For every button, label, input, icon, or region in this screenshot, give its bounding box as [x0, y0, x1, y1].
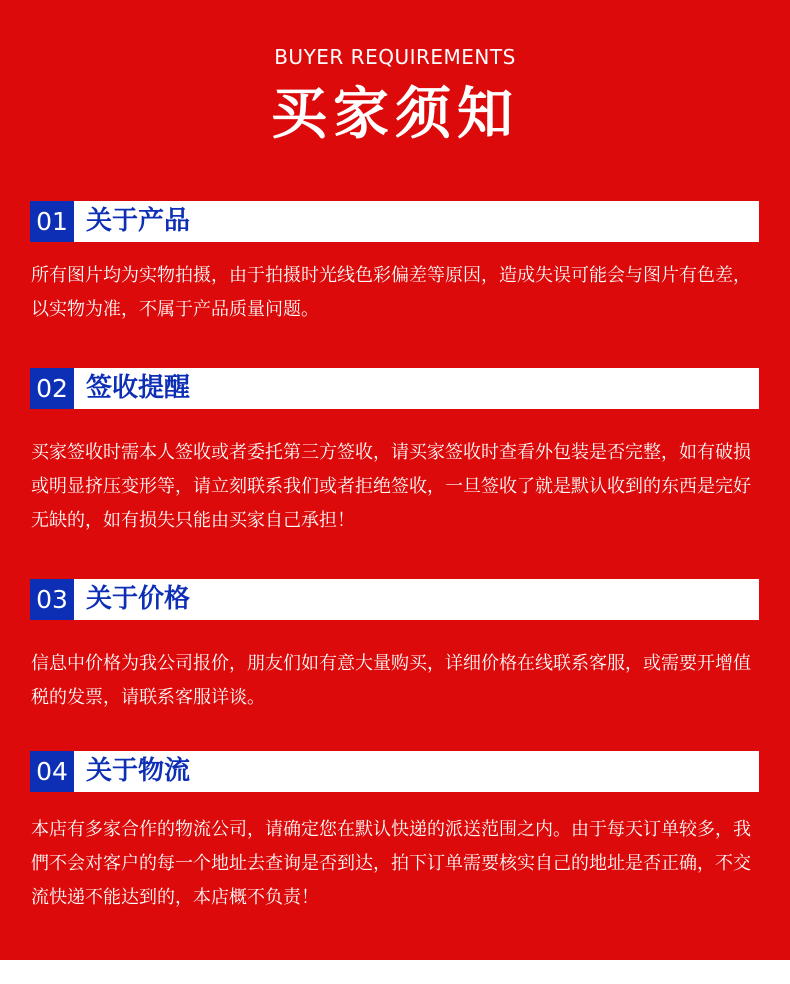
section-body-products: 所有图片均为实物拍摄，由于拍摄时光线色彩偏差等原因，造成失误可能会与图片有色差，以实物为准，不属于产品质量问题。 [31, 265, 751, 320]
section-header-receipt [30, 368, 759, 409]
section-title: 关于价格 [86, 584, 191, 614]
section-body-logistics: 本店有多家合作的物流公司，请确定您在默认快递的派送范围之内。由于每天订单较多，我們不会对客户的每一个地址去查询是否到达，拍下订单需要核实自己的地址是否正确，不交流快递不能达到的，本店概不负责！ [31, 819, 751, 908]
section-title: 关于物流 [86, 756, 191, 786]
section-header-logistics [30, 751, 759, 792]
section-body-price: 信息中价格为我公司报价，朋友们如有意大量购买，详细价格在线联系客服，或需要开增值税的发票，请联系客服详谈。 [31, 653, 751, 708]
section-number-badge: 03 [30, 579, 74, 620]
section-title: 签收提醒 [86, 373, 191, 403]
section-body-receipt: 买家签收时需本人签收或者委托第三方签收，请买家签收时查看外包装是否完整，如有破损或明显挤压变形等，请立刻联系我们或者拒绝签收，一旦签收了就是默认收到的东西是完好无缺的，如有损失只能由买家自己承担！ [31, 442, 751, 531]
section-number-badge: 02 [30, 368, 74, 409]
section-number-badge: 04 [30, 751, 74, 792]
section-title: 关于产品 [86, 206, 191, 236]
section-number-badge: 01 [30, 201, 74, 242]
page-title: 买家须知 [271, 82, 519, 147]
page-subtitle: BUYER REQUIREMENTS [274, 45, 516, 69]
section-header-products [30, 201, 759, 242]
section-header-price [30, 579, 759, 620]
